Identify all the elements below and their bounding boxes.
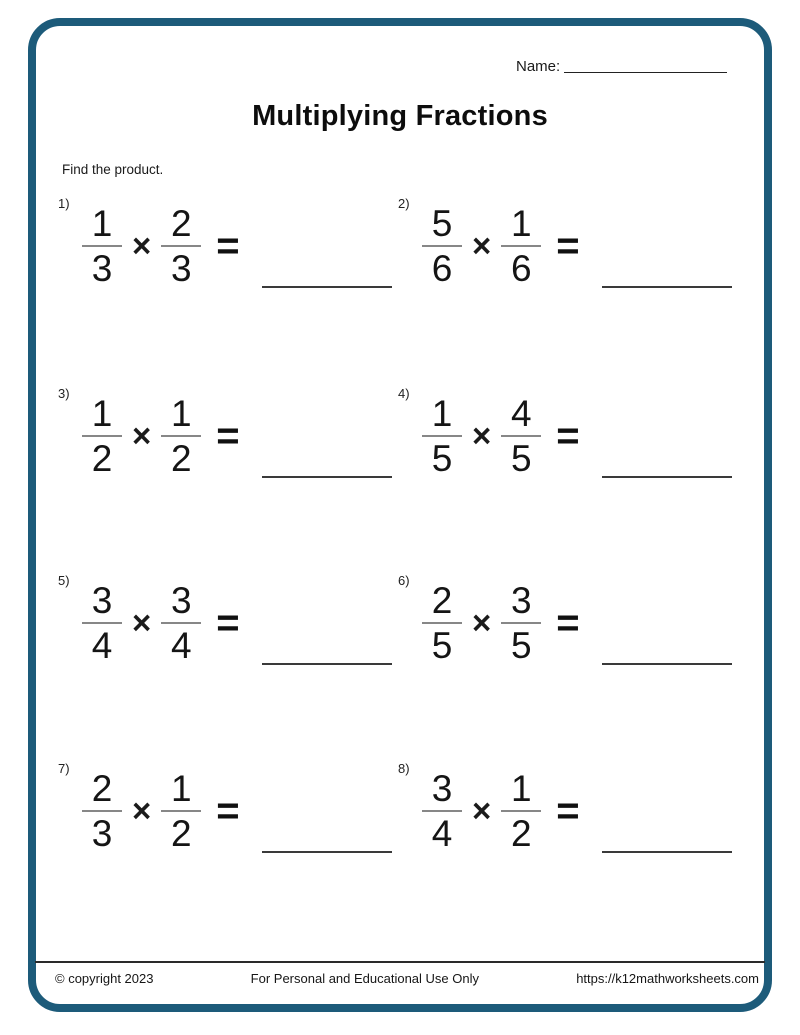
problem-4: [398, 388, 733, 488]
fraction-bar: [161, 622, 201, 624]
fraction-bar: [501, 622, 541, 624]
problem-2: [398, 198, 733, 298]
problem-8: [398, 763, 733, 863]
fraction-2: [501, 395, 541, 477]
denominator: 2: [510, 813, 532, 854]
problem-1: [58, 198, 393, 298]
equation-row: [82, 204, 393, 288]
numerator: 2: [91, 768, 113, 809]
answer-blank[interactable]: [262, 851, 392, 853]
equation-row: [422, 204, 733, 288]
numerator: 1: [431, 393, 453, 434]
fraction-bar: [501, 245, 541, 247]
multiply-sign: ×: [472, 417, 492, 454]
denominator: 3: [170, 248, 192, 289]
equals-sign: =: [216, 224, 240, 268]
name-label: Name:: [516, 58, 561, 75]
multiply-sign: ×: [472, 227, 492, 264]
footer-copyright: © copyright 2023: [55, 971, 154, 986]
fraction-1: [82, 582, 122, 664]
problem-number: 1): [58, 196, 70, 211]
denominator: 2: [91, 438, 113, 479]
fraction-2: [501, 582, 541, 664]
denominator: 5: [431, 438, 453, 479]
denominator: 4: [431, 813, 453, 854]
equals-sign: =: [556, 601, 580, 645]
fraction-1: [82, 770, 122, 852]
multiply-sign: ×: [472, 792, 492, 829]
equation-row: [422, 581, 733, 665]
name-field-row: [516, 58, 727, 75]
problem-number: 2): [398, 196, 410, 211]
denominator: 5: [510, 625, 532, 666]
problem-5: [58, 575, 393, 675]
fraction-bar: [501, 435, 541, 437]
multiply-sign: ×: [132, 227, 152, 264]
problem-number: 7): [58, 761, 70, 776]
multiply-sign: ×: [132, 792, 152, 829]
numerator: 1: [510, 203, 532, 244]
numerator: 1: [170, 768, 192, 809]
denominator: 3: [91, 813, 113, 854]
numerator: 3: [170, 580, 192, 621]
numerator: 1: [510, 768, 532, 809]
fraction-1: [422, 395, 462, 477]
problem-number: 4): [398, 386, 410, 401]
answer-blank[interactable]: [602, 286, 732, 288]
denominator: 4: [91, 625, 113, 666]
footer: [35, 971, 765, 986]
problem-number: 5): [58, 573, 70, 588]
name-blank-line[interactable]: [564, 72, 727, 73]
numerator: 1: [91, 393, 113, 434]
numerator: 4: [510, 393, 532, 434]
denominator: 2: [170, 813, 192, 854]
problem-3: [58, 388, 393, 488]
equation-row: [422, 394, 733, 478]
equation-row: [422, 769, 733, 853]
answer-blank[interactable]: [602, 663, 732, 665]
answer-blank[interactable]: [602, 851, 732, 853]
equals-sign: =: [216, 789, 240, 833]
fraction-bar: [82, 810, 122, 812]
numerator: 1: [170, 393, 192, 434]
answer-blank[interactable]: [262, 476, 392, 478]
footer-divider: [35, 961, 765, 963]
fraction-1: [82, 205, 122, 287]
footer-url-link[interactable]: https://k12mathworksheets.com: [576, 971, 759, 986]
fraction-bar: [161, 245, 201, 247]
fraction-bar: [422, 435, 462, 437]
fraction-2: [161, 582, 201, 664]
denominator: 2: [170, 438, 192, 479]
problem-6: [398, 575, 733, 675]
multiply-sign: ×: [132, 417, 152, 454]
denominator: 6: [510, 248, 532, 289]
numerator: 3: [510, 580, 532, 621]
worksheet-title: Multiplying Fractions: [252, 100, 548, 132]
equals-sign: =: [216, 414, 240, 458]
equals-sign: =: [216, 601, 240, 645]
problem-7: [58, 763, 393, 863]
fraction-bar: [82, 245, 122, 247]
numerator: 1: [91, 203, 113, 244]
fraction-bar: [161, 810, 201, 812]
denominator: 5: [431, 625, 453, 666]
answer-blank[interactable]: [602, 476, 732, 478]
numerator: 5: [431, 203, 453, 244]
fraction-bar: [161, 435, 201, 437]
denominator: 5: [510, 438, 532, 479]
fraction-bar: [82, 622, 122, 624]
equation-row: [82, 581, 393, 665]
equals-sign: =: [556, 789, 580, 833]
equation-row: [82, 769, 393, 853]
numerator: 3: [91, 580, 113, 621]
fraction-2: [501, 205, 541, 287]
fraction-bar: [501, 810, 541, 812]
fraction-bar: [422, 622, 462, 624]
answer-blank[interactable]: [262, 663, 392, 665]
denominator: 3: [91, 248, 113, 289]
denominator: 6: [431, 248, 453, 289]
problem-number: 3): [58, 386, 70, 401]
denominator: 4: [170, 625, 192, 666]
fraction-1: [422, 205, 462, 287]
equals-sign: =: [556, 414, 580, 458]
answer-blank[interactable]: [262, 286, 392, 288]
equals-sign: =: [556, 224, 580, 268]
fraction-2: [161, 395, 201, 477]
problem-number: 6): [398, 573, 410, 588]
numerator: 3: [431, 768, 453, 809]
numerator: 2: [170, 203, 192, 244]
fraction-1: [82, 395, 122, 477]
equation-row: [82, 394, 393, 478]
fraction-bar: [422, 810, 462, 812]
fraction-1: [422, 770, 462, 852]
fraction-bar: [82, 435, 122, 437]
multiply-sign: ×: [472, 604, 492, 641]
footer-usage-note: For Personal and Educational Use Only: [250, 971, 480, 986]
fraction-2: [161, 770, 201, 852]
instruction-text: Find the product.: [62, 162, 164, 177]
fraction-1: [422, 582, 462, 664]
fraction-2: [501, 770, 541, 852]
problem-number: 8): [398, 761, 410, 776]
fraction-bar: [422, 245, 462, 247]
fraction-2: [161, 205, 201, 287]
numerator: 2: [431, 580, 453, 621]
multiply-sign: ×: [132, 604, 152, 641]
